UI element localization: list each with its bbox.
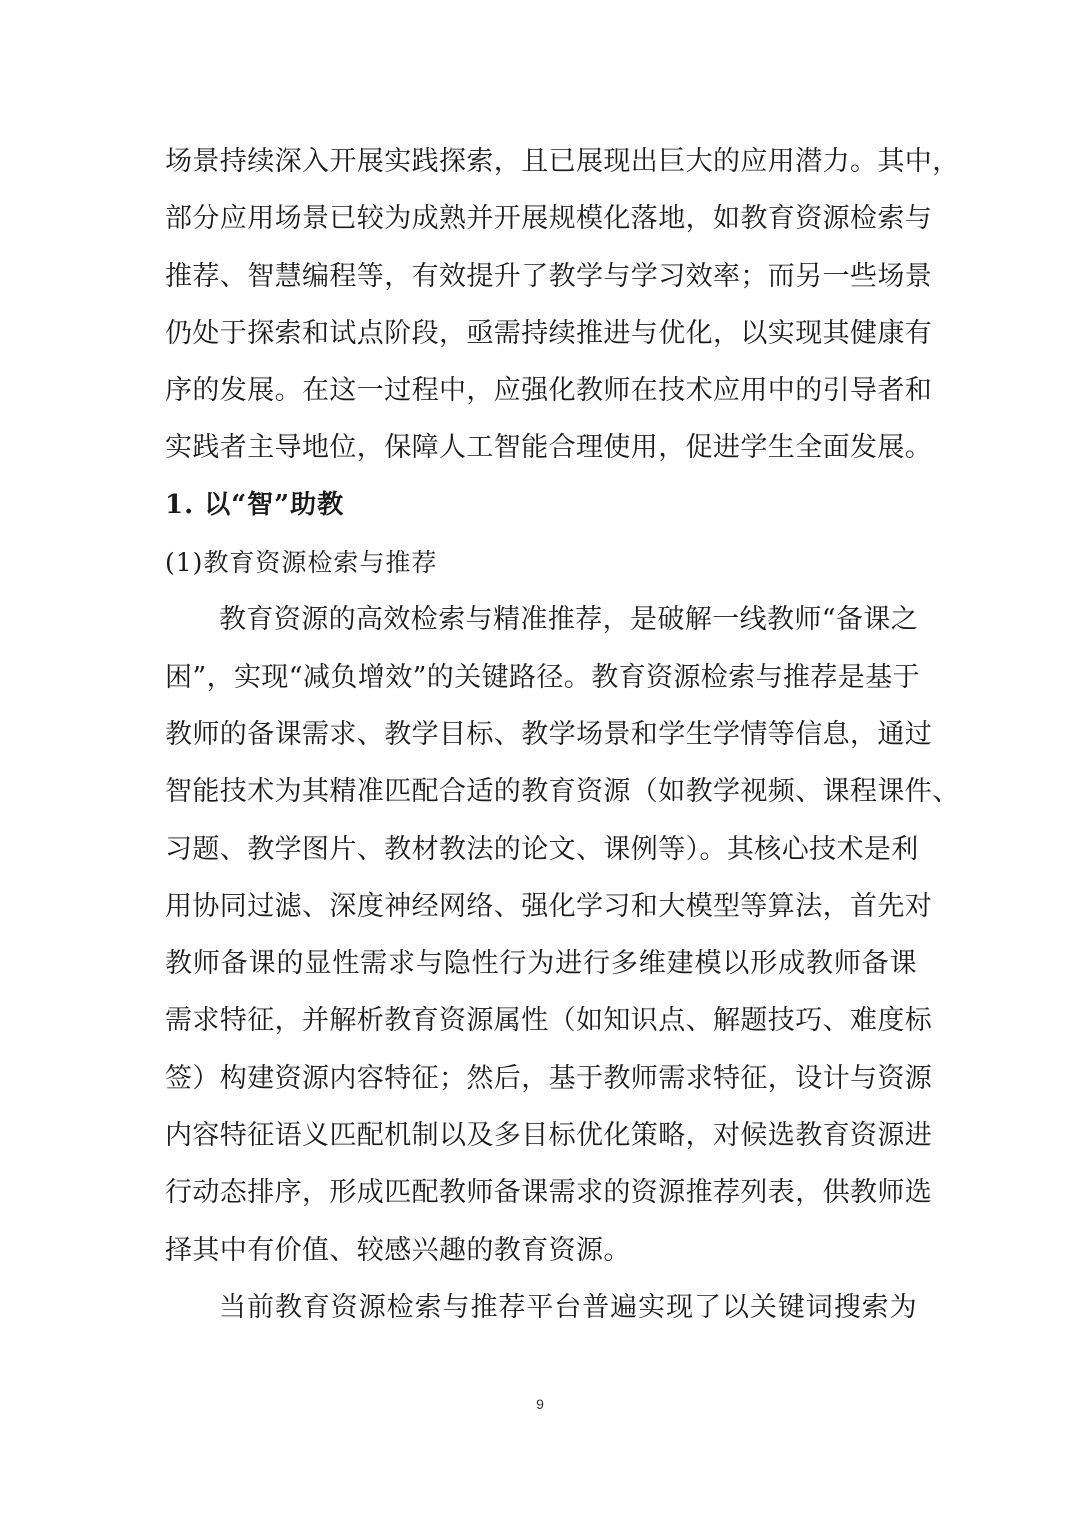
text-line: 部分应用场景已较为成熟并开展规模化落地，如教育资源检索与 [165, 203, 933, 235]
section-heading: 1. 以“智”助教 [165, 489, 345, 520]
text-line: 择其中有价值、较感兴趣的教育资源。 [165, 1234, 631, 1266]
document-page [165, 133, 960, 1336]
paragraph-intro [165, 133, 960, 477]
text-line: 需求特征，并解析教育资源属性（如知识点、解题技巧、难度标 [165, 1005, 933, 1037]
paragraph-resource-retrieval [165, 591, 960, 1279]
text-line: 行动态排序，形成匹配教师备课需求的资源推荐列表，供教师选 [165, 1177, 933, 1209]
text-line: 教师备课的显性需求与隐性行为进行多维建模以形成教师备课 [165, 948, 917, 980]
text-line: 场景持续深入开展实践探索，且已展现出巨大的应用潜力。其中， [165, 146, 960, 177]
text-line: 签）构建资源内容特征；然后，基于教师需求特征，设计与资源 [165, 1062, 933, 1094]
subsection-heading: (1)教育资源检索与推荐 [165, 548, 438, 578]
text-line: 用协同过滤、深度神经网络、强化学习和大模型等算法，首先对 [165, 890, 933, 922]
text-line: 智能技术为其精准匹配合适的教育资源（如教学视频、课程课件、 [165, 776, 960, 808]
text-line: 推荐、智慧编程等，有效提升了教学与学习效率；而另一些场景 [165, 260, 933, 292]
text-line: 序的发展。在这一过程中，应强化教师在技术应用中的引导者和 [165, 375, 933, 407]
text-line: 困”，实现“减负增效”的关键路径。教育资源检索与推荐是基于 [165, 661, 921, 693]
text-line: 仍处于探索和试点阶段，亟需持续推进与优化，以实现其健康有 [165, 317, 933, 349]
page-number: 9 [536, 1396, 544, 1412]
text-line: 习题、教学图片、教材教法的论文、课例等）。其核心技术是利 [165, 833, 919, 865]
text-line: 教师的备课需求、教学目标、教学场景和学生学情等信息，通过 [165, 718, 933, 750]
text-line: 内容特征语义匹配机制以及多目标优化策略，对候选教育资源进 [165, 1120, 933, 1152]
text-line: 实践者主导地位，保障人工智能合理使用，促进学生全面发展。 [165, 432, 933, 464]
text-line: 当前教育资源检索与推荐平台普遍实现了以关键词搜索为 [219, 1291, 917, 1323]
paragraph-current-platforms [165, 1279, 917, 1336]
text-line: 教育资源的高效检索与精准推荐，是破解一线教师“备课之 [219, 604, 919, 636]
